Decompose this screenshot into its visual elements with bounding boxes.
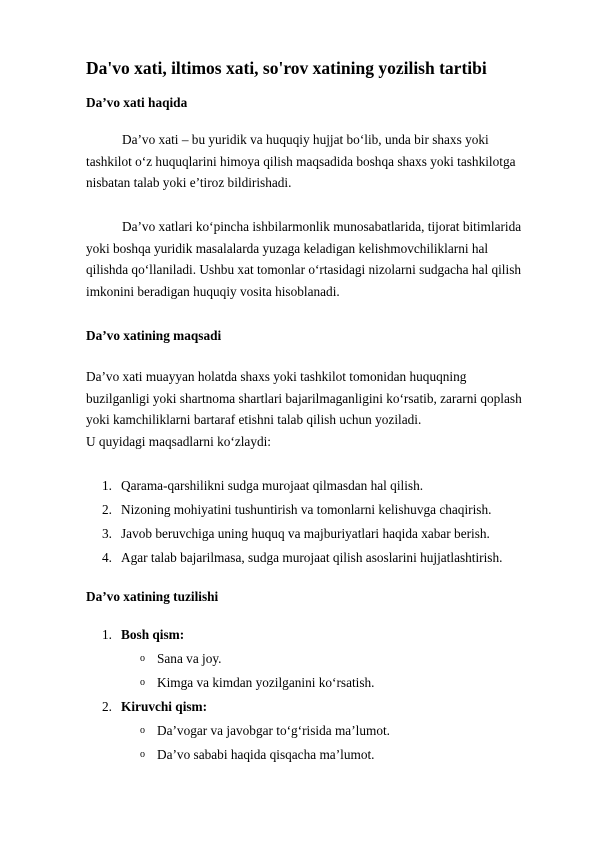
sublist-item-text: Da’vo sababi haqida qisqacha ma’lumot. (157, 747, 375, 762)
document-title: Da'vo xati, iltimos xati, so'rov xatining yozilish tartibi (86, 58, 487, 78)
circle-bullet-icon: o (140, 725, 145, 736)
paragraph-about-2: Da’vo xatlari ko‘pincha ishbilarmonlik munosabatlarida, tijorat bitimlarida yoki boshqa yuridik masalalarda yuzaga keladigan kelishmovchiliklarni hal qilishda qo‘llaniladi. Ushbu xat tomonlar o‘rtasidagi nizolarni sudgacha hal qilish imkonini beradigan huquqiy vosita hisoblanadi. (86, 219, 522, 299)
list-item-text: Javob beruvchiga uning huquq va majburiyatlari haqida xabar berish. (121, 526, 490, 541)
circle-bullet-icon: o (140, 653, 145, 664)
list-number: 1. (102, 627, 112, 642)
list-item-title: Bosh qism: (121, 627, 185, 642)
list-number: 2. (102, 502, 112, 517)
list-number: 1. (102, 478, 112, 493)
circle-bullet-icon: o (140, 749, 145, 760)
paragraph-about-1: Da’vo xati – bu yuridik va huquqiy hujjat bo‘lib, unda bir shaxs yoki tashkilot o‘z huquqlarini himoya qilish maqsadida boshqa shaxs yoki tashkilotga nisbatan talab yoki e’tiroz bildirishadi. (86, 132, 516, 190)
sublist-item-text: Sana va joy. (157, 651, 222, 666)
list-number: 3. (102, 526, 112, 541)
list-number: 2. (102, 699, 112, 714)
circle-bullet-icon: o (140, 677, 145, 688)
list-item-text: Nizoning mohiyatini tushuntirish va tomonlarni kelishuvga chaqirish. (121, 502, 492, 517)
list-number: 4. (102, 550, 112, 565)
paragraph-purpose-2: U quyidagi maqsadlarni ko‘zlaydi: (86, 434, 272, 449)
list-item-title: Kiruvchi qism: (121, 699, 208, 714)
list-item-text: Qarama-qarshilikni sudga murojaat qilmasdan hal qilish. (121, 478, 424, 493)
sublist-item-text: Da’vogar va javobgar to‘g‘risida ma’lumot. (157, 723, 390, 738)
heading-purpose: Da’vo xatining maqsadi (86, 328, 222, 343)
sublist-item-text: Kimga va kimdan yozilganini ko‘rsatish. (157, 675, 375, 690)
paragraph-purpose-1: Da’vo xati muayyan holatda shaxs yoki tashkilot tomonidan huquqning buzilganligi yoki shartnoma shartlari bajarilmaganligini ko‘rsatib, zararni qoplash yoki kamchiliklarni bartaraf etishni talab qilish uchun yoziladi. (86, 369, 522, 427)
list-item-text: Agar talab bajarilmasa, sudga murojaat qilish asoslarini hujjatlashtirish. (121, 550, 503, 565)
heading-structure: Da’vo xatining tuzilishi (86, 589, 219, 604)
heading-about: Da’vo xati haqida (86, 95, 188, 110)
